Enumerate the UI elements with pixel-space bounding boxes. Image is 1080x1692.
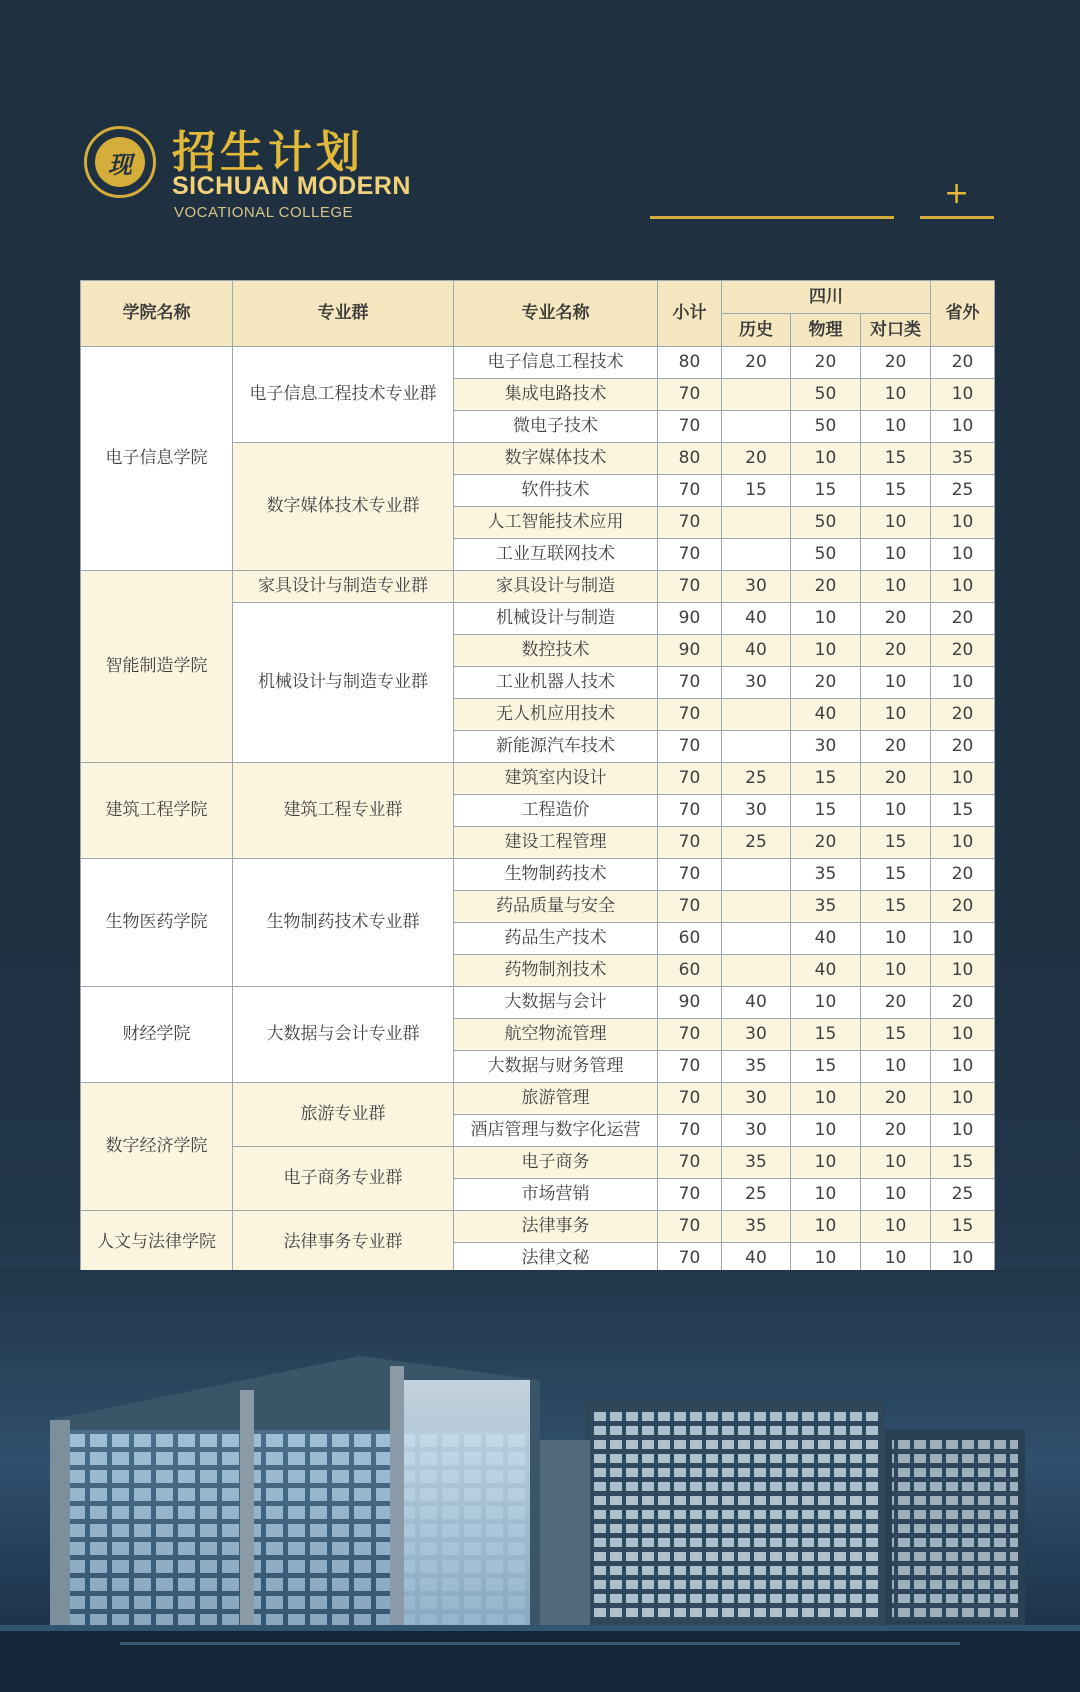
history-cell bbox=[722, 539, 791, 571]
header-outside: 省外 bbox=[931, 281, 995, 347]
outside-cell: 10 bbox=[931, 1115, 995, 1147]
outside-cell: 10 bbox=[931, 667, 995, 699]
physics-cell: 15 bbox=[791, 763, 861, 795]
physics-cell: 50 bbox=[791, 379, 861, 411]
major-group-cell: 家具设计与制造专业群 bbox=[233, 571, 454, 603]
physics-cell: 20 bbox=[791, 827, 861, 859]
outside-cell: 10 bbox=[931, 507, 995, 539]
major-name-cell: 微电子技术 bbox=[454, 411, 658, 443]
subtotal-cell: 70 bbox=[658, 539, 722, 571]
major-name-cell: 人工智能技术应用 bbox=[454, 507, 658, 539]
vocational-cell: 20 bbox=[861, 731, 931, 763]
header-vocational: 对口类 bbox=[861, 314, 931, 347]
major-group-cell: 法律事务专业群 bbox=[233, 1211, 454, 1275]
college-name-english: SICHUAN MODERN bbox=[172, 172, 411, 200]
outside-cell: 10 bbox=[931, 923, 995, 955]
vocational-cell: 15 bbox=[861, 859, 931, 891]
major-name-cell: 集成电路技术 bbox=[454, 379, 658, 411]
outside-cell: 15 bbox=[931, 1211, 995, 1243]
vocational-cell: 15 bbox=[861, 475, 931, 507]
history-cell: 30 bbox=[722, 1083, 791, 1115]
major-group-cell: 电子商务专业群 bbox=[233, 1147, 454, 1211]
physics-cell: 15 bbox=[791, 1019, 861, 1051]
history-cell bbox=[722, 411, 791, 443]
history-cell bbox=[722, 891, 791, 923]
vocational-cell: 10 bbox=[861, 539, 931, 571]
major-name-cell: 建筑室内设计 bbox=[454, 763, 658, 795]
major-name-cell: 药品生产技术 bbox=[454, 923, 658, 955]
table-row bbox=[81, 347, 995, 379]
physics-cell: 15 bbox=[791, 795, 861, 827]
physics-cell: 50 bbox=[791, 507, 861, 539]
major-name-cell: 药物制剂技术 bbox=[454, 955, 658, 987]
outside-cell: 10 bbox=[931, 411, 995, 443]
vocational-cell: 20 bbox=[861, 1115, 931, 1147]
major-name-cell: 工程造价 bbox=[454, 795, 658, 827]
college-name-cell: 电子信息学院 bbox=[81, 347, 233, 571]
physics-cell: 20 bbox=[791, 571, 861, 603]
physics-cell: 10 bbox=[791, 1243, 861, 1275]
outside-cell: 10 bbox=[931, 379, 995, 411]
header-subtotal: 小计 bbox=[658, 281, 722, 347]
subtotal-cell: 70 bbox=[658, 891, 722, 923]
physics-cell: 30 bbox=[791, 731, 861, 763]
history-cell: 35 bbox=[722, 1211, 791, 1243]
college-name-cell: 数字经济学院 bbox=[81, 1083, 233, 1211]
major-group-cell: 数字媒体技术专业群 bbox=[233, 443, 454, 571]
college-name-cell: 生物医药学院 bbox=[81, 859, 233, 987]
history-cell: 25 bbox=[722, 763, 791, 795]
history-cell: 25 bbox=[722, 1179, 791, 1211]
subtotal-cell: 70 bbox=[658, 827, 722, 859]
subtotal-cell: 70 bbox=[658, 411, 722, 443]
subtotal-cell: 70 bbox=[658, 1211, 722, 1243]
header-history: 历史 bbox=[722, 314, 791, 347]
major-group-cell: 生物制药技术专业群 bbox=[233, 859, 454, 987]
major-name-cell: 生物制药技术 bbox=[454, 859, 658, 891]
table-row bbox=[81, 763, 995, 795]
major-name-cell: 电子商务 bbox=[454, 1147, 658, 1179]
vocational-cell: 20 bbox=[861, 635, 931, 667]
physics-cell: 10 bbox=[791, 635, 861, 667]
physics-cell: 15 bbox=[791, 1051, 861, 1083]
outside-cell: 20 bbox=[931, 891, 995, 923]
outside-cell: 20 bbox=[931, 731, 995, 763]
outside-cell: 10 bbox=[931, 539, 995, 571]
major-name-cell: 航空物流管理 bbox=[454, 1019, 658, 1051]
vocational-cell: 10 bbox=[861, 667, 931, 699]
subtotal-cell: 70 bbox=[658, 699, 722, 731]
physics-cell: 20 bbox=[791, 667, 861, 699]
outside-cell: 20 bbox=[931, 699, 995, 731]
major-name-cell: 旅游管理 bbox=[454, 1083, 658, 1115]
enrollment-plan-table bbox=[80, 280, 995, 1275]
physics-cell: 50 bbox=[791, 411, 861, 443]
header-group: 专业群 bbox=[233, 281, 454, 347]
vocational-cell: 10 bbox=[861, 955, 931, 987]
subtotal-cell: 70 bbox=[658, 1147, 722, 1179]
history-cell: 40 bbox=[722, 1243, 791, 1275]
vocational-cell: 20 bbox=[861, 763, 931, 795]
vocational-cell: 15 bbox=[861, 443, 931, 475]
subtotal-cell: 70 bbox=[658, 731, 722, 763]
vocational-cell: 10 bbox=[861, 1211, 931, 1243]
history-cell bbox=[722, 955, 791, 987]
subtotal-cell: 60 bbox=[658, 923, 722, 955]
outside-cell: 25 bbox=[931, 475, 995, 507]
table-row bbox=[81, 1083, 995, 1115]
outside-cell: 20 bbox=[931, 603, 995, 635]
physics-cell: 35 bbox=[791, 891, 861, 923]
table-row bbox=[81, 987, 995, 1019]
physics-cell: 10 bbox=[791, 1083, 861, 1115]
subtotal-cell: 70 bbox=[658, 763, 722, 795]
vocational-cell: 10 bbox=[861, 699, 931, 731]
history-cell bbox=[722, 731, 791, 763]
outside-cell: 10 bbox=[931, 1243, 995, 1275]
major-name-cell: 药品质量与安全 bbox=[454, 891, 658, 923]
college-name-cell: 财经学院 bbox=[81, 987, 233, 1083]
history-cell: 15 bbox=[722, 475, 791, 507]
major-name-cell: 数字媒体技术 bbox=[454, 443, 658, 475]
outside-cell: 25 bbox=[931, 1179, 995, 1211]
major-name-cell: 建设工程管理 bbox=[454, 827, 658, 859]
subtotal-cell: 70 bbox=[658, 507, 722, 539]
major-name-cell: 市场营销 bbox=[454, 1179, 658, 1211]
college-name-cell: 智能制造学院 bbox=[81, 571, 233, 763]
subtotal-cell: 70 bbox=[658, 795, 722, 827]
physics-cell: 35 bbox=[791, 859, 861, 891]
history-cell: 30 bbox=[722, 667, 791, 699]
outside-cell: 20 bbox=[931, 347, 995, 379]
history-cell: 30 bbox=[722, 1019, 791, 1051]
vocational-cell: 10 bbox=[861, 923, 931, 955]
outside-cell: 15 bbox=[931, 1147, 995, 1179]
history-cell bbox=[722, 699, 791, 731]
history-cell: 40 bbox=[722, 603, 791, 635]
subtotal-cell: 90 bbox=[658, 603, 722, 635]
history-cell: 40 bbox=[722, 987, 791, 1019]
vocational-cell: 20 bbox=[861, 347, 931, 379]
major-name-cell: 大数据与会计 bbox=[454, 987, 658, 1019]
major-name-cell: 软件技术 bbox=[454, 475, 658, 507]
decorative-line bbox=[920, 216, 994, 219]
subtotal-cell: 70 bbox=[658, 1051, 722, 1083]
outside-cell: 35 bbox=[931, 443, 995, 475]
history-cell: 40 bbox=[722, 635, 791, 667]
page-title: 招生计划 bbox=[172, 127, 364, 178]
physics-cell: 40 bbox=[791, 699, 861, 731]
subtotal-cell: 70 bbox=[658, 1115, 722, 1147]
major-name-cell: 新能源汽车技术 bbox=[454, 731, 658, 763]
physics-cell: 40 bbox=[791, 955, 861, 987]
outside-cell: 10 bbox=[931, 1083, 995, 1115]
physics-cell: 10 bbox=[791, 1211, 861, 1243]
physics-cell: 10 bbox=[791, 1115, 861, 1147]
major-name-cell: 酒店管理与数字化运营 bbox=[454, 1115, 658, 1147]
outside-cell: 20 bbox=[931, 987, 995, 1019]
major-name-cell: 家具设计与制造 bbox=[454, 571, 658, 603]
history-cell bbox=[722, 859, 791, 891]
major-name-cell: 工业机器人技术 bbox=[454, 667, 658, 699]
subtotal-cell: 70 bbox=[658, 1179, 722, 1211]
college-logo bbox=[84, 126, 156, 198]
physics-cell: 50 bbox=[791, 539, 861, 571]
major-group-cell: 机械设计与制造专业群 bbox=[233, 603, 454, 763]
college-name-cell: 人文与法律学院 bbox=[81, 1211, 233, 1275]
major-name-cell: 法律文秘 bbox=[454, 1243, 658, 1275]
major-group-cell: 大数据与会计专业群 bbox=[233, 987, 454, 1083]
major-group-cell: 电子信息工程技术专业群 bbox=[233, 347, 454, 443]
physics-cell: 15 bbox=[791, 475, 861, 507]
outside-cell: 20 bbox=[931, 859, 995, 891]
history-cell: 30 bbox=[722, 1115, 791, 1147]
subtotal-cell: 70 bbox=[658, 859, 722, 891]
major-name-cell: 无人机应用技术 bbox=[454, 699, 658, 731]
major-name-cell: 电子信息工程技术 bbox=[454, 347, 658, 379]
header-college: 学院名称 bbox=[81, 281, 233, 347]
vocational-cell: 20 bbox=[861, 603, 931, 635]
history-cell: 30 bbox=[722, 571, 791, 603]
subtotal-cell: 70 bbox=[658, 571, 722, 603]
vocational-cell: 15 bbox=[861, 891, 931, 923]
history-cell bbox=[722, 379, 791, 411]
vocational-cell: 15 bbox=[861, 1019, 931, 1051]
vocational-cell: 10 bbox=[861, 571, 931, 603]
outside-cell: 10 bbox=[931, 827, 995, 859]
outside-cell: 10 bbox=[931, 1051, 995, 1083]
logo-emblem-icon: 现 bbox=[95, 137, 145, 187]
header-major: 专业名称 bbox=[454, 281, 658, 347]
subtotal-cell: 70 bbox=[658, 1243, 722, 1275]
table-row bbox=[81, 571, 995, 603]
history-cell: 35 bbox=[722, 1147, 791, 1179]
header-physics: 物理 bbox=[791, 314, 861, 347]
outside-cell: 10 bbox=[931, 955, 995, 987]
history-cell: 20 bbox=[722, 347, 791, 379]
subtotal-cell: 60 bbox=[658, 955, 722, 987]
subtotal-cell: 70 bbox=[658, 1083, 722, 1115]
header-sichuan: 四川 bbox=[722, 281, 931, 314]
physics-cell: 10 bbox=[791, 987, 861, 1019]
physics-cell: 20 bbox=[791, 347, 861, 379]
major-group-cell: 旅游专业群 bbox=[233, 1083, 454, 1147]
history-cell: 20 bbox=[722, 443, 791, 475]
history-cell bbox=[722, 507, 791, 539]
history-cell: 25 bbox=[722, 827, 791, 859]
history-cell bbox=[722, 923, 791, 955]
vocational-cell: 10 bbox=[861, 411, 931, 443]
physics-cell: 10 bbox=[791, 1179, 861, 1211]
plus-icon: + bbox=[944, 176, 970, 211]
table-row bbox=[81, 1211, 995, 1243]
vocational-cell: 10 bbox=[861, 1179, 931, 1211]
physics-cell: 10 bbox=[791, 1147, 861, 1179]
vocational-cell: 10 bbox=[861, 1243, 931, 1275]
campus-building-illustration bbox=[0, 1270, 1080, 1692]
physics-cell: 10 bbox=[791, 443, 861, 475]
outside-cell: 15 bbox=[931, 795, 995, 827]
subtotal-cell: 70 bbox=[658, 1019, 722, 1051]
subtotal-cell: 90 bbox=[658, 635, 722, 667]
subtotal-cell: 70 bbox=[658, 667, 722, 699]
vocational-cell: 10 bbox=[861, 507, 931, 539]
vocational-cell: 10 bbox=[861, 1051, 931, 1083]
subtotal-cell: 80 bbox=[658, 443, 722, 475]
college-name-english-sub: VOCATIONAL COLLEGE bbox=[174, 204, 354, 221]
vocational-cell: 15 bbox=[861, 827, 931, 859]
subtotal-cell: 80 bbox=[658, 347, 722, 379]
outside-cell: 20 bbox=[931, 635, 995, 667]
history-cell: 30 bbox=[722, 795, 791, 827]
vocational-cell: 20 bbox=[861, 987, 931, 1019]
subtotal-cell: 70 bbox=[658, 475, 722, 507]
vocational-cell: 10 bbox=[861, 379, 931, 411]
outside-cell: 10 bbox=[931, 1019, 995, 1051]
vocational-cell: 10 bbox=[861, 1147, 931, 1179]
major-group-cell: 建筑工程专业群 bbox=[233, 763, 454, 859]
subtotal-cell: 70 bbox=[658, 379, 722, 411]
decorative-line bbox=[650, 216, 894, 219]
table-body bbox=[81, 347, 995, 1275]
major-name-cell: 大数据与财务管理 bbox=[454, 1051, 658, 1083]
outside-cell: 10 bbox=[931, 571, 995, 603]
vocational-cell: 20 bbox=[861, 1083, 931, 1115]
physics-cell: 40 bbox=[791, 923, 861, 955]
college-name-cell: 建筑工程学院 bbox=[81, 763, 233, 859]
major-name-cell: 机械设计与制造 bbox=[454, 603, 658, 635]
outside-cell: 10 bbox=[931, 763, 995, 795]
major-name-cell: 法律事务 bbox=[454, 1211, 658, 1243]
major-name-cell: 数控技术 bbox=[454, 635, 658, 667]
table-row bbox=[81, 859, 995, 891]
vocational-cell: 10 bbox=[861, 795, 931, 827]
major-name-cell: 工业互联网技术 bbox=[454, 539, 658, 571]
subtotal-cell: 90 bbox=[658, 987, 722, 1019]
history-cell: 35 bbox=[722, 1051, 791, 1083]
physics-cell: 10 bbox=[791, 603, 861, 635]
